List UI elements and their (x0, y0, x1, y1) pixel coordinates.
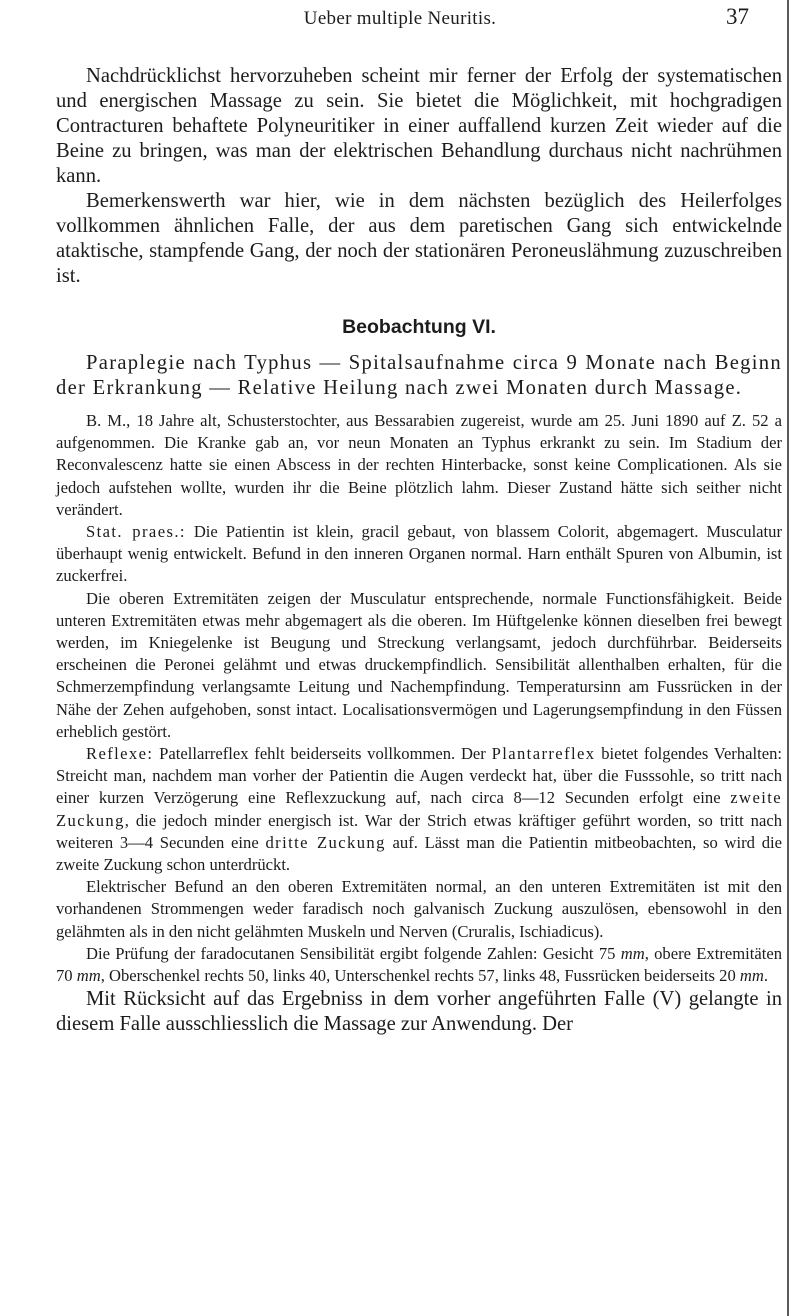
reflexes-text-3: , die jedoch minder energisch ist. War der Strich etwas kräftiger geführt worden, so tritt nach weiteren 3—4 Secunden eine (56, 810, 782, 852)
third-twitch-term: dritte Zuckung (265, 832, 386, 852)
sensibility-text-a: Die Prüfung der faradocutanen Sensibilität ergibt folgende Zahlen: Gesicht 75 (86, 943, 621, 963)
unit-mm-2: mm (76, 966, 101, 986)
page-edge (787, 0, 789, 1316)
reflexes-text-2: bietet folgendes Verhalten: Streicht man, nachdem man vorher der Patientin die Augen verdeckt hat, über die Fusssohle, so tritt nach einer kurzen Verzögerung eine Reflexzuckung auf, nach circa 8—12 Secunden erfolgt eine (56, 744, 782, 808)
case-report (56, 410, 782, 987)
reflexes-paragraph (56, 743, 782, 876)
reflexes-label: Reflexe: (86, 744, 154, 764)
intro-paragraph-1: Nachdrücklichst hervorzuheben scheint mir ferner der Erfolg der systematischen und energischen Massage zu sein. Sie bietet die Möglichkeit, mit hochgradigen Contracturen behaftete Polyneuritiker in einer auffallend kurzen Zeit wieder auf die Beine zu bringen, was man der elektrischen Behandlung durchaus nicht nachrühmen kann. (56, 65, 782, 187)
plantar-reflex-term: Plantarreflex (491, 744, 596, 764)
closing-paragraph: Mit Rücksicht auf das Ergebniss in dem vorher angeführten Falle (V) gelangte in diesem Falle ausschliesslich die Massage zur Anwendung. Der (56, 988, 782, 1036)
status-praesens-paragraph (56, 521, 782, 588)
reflexes-text-1: Patellarreflex fehlt beiderseits vollkommen. Der (153, 744, 492, 764)
electric-findings-paragraph: Elektrischer Befund an den oberen Extremitäten normal, an den unteren Extremitäten ist mit den vorhandenen Strommengen weder faradisch noch galvanisch Zuckung auszulösen, ebensowohl in den gelähmten als in den nicht gelähmten Muskeln und Nerven (Cruralis, Ischiadicus). (56, 877, 782, 941)
status-praesens-label: Stat. praes.: (86, 522, 186, 542)
reflexes-text-4: auf. Lässt man die Patientin mitbeobachten, so wird die zweite Zuckung schon unterdrückt. (56, 832, 782, 875)
case-history-paragraph: B. M., 18 Jahre alt, Schusterstochter, aus Bessarabien zugereist, wurde am 25. Juni 1890 auf Z. 52 a aufgenommen. Die Kranke gab an, vor neun Monaten an Typhus erkrankt zu sein. Im Stadium der Reconvalescenz hatte sie einen Abscess in der rechten Hinterbacke, sonst keine Complicationen. Als sie jedoch aufstehen wollte, wurden ihr die Beine plötzlich lahm. Dieser Zustand hätte sich seither nicht verändert. (56, 411, 782, 519)
unit-mm-3: mm (739, 966, 764, 986)
sensibility-paragraph (56, 943, 782, 987)
sensibility-text-c: , Oberschenkel rechts 50, links 40, Unterschenkel rechts 57, links 48, Fussrücken beiderseits 20 (100, 966, 740, 986)
observation-title: Paraplegie nach Typhus — Spitalsaufnahme circa 9 Monate nach Beginn der Erkrankung — Relative Heilung nach zwei Monaten durch Massage. (56, 352, 782, 399)
extremities-paragraph: Die oberen Extremitäten zeigen der Musculatur entsprechende, normale Functionsfähigkeit. Beide unteren Extremitäten etwas mehr abgemagert als die oberen. Im Hüftgelenke können dieselben frei bewegt werden, im Kniegelenke ist Beugung und Streckung verlangsamt, jedoch durchführbar. Beiderseits erscheinen die Peronei gelähmt und etwas druckempfindlich. Sensibilität allenthalben erhalten, für die Schmerzempfindung verlangsamte Leitung und Nachempfindung. Temperatursinn am Fussrücken in der Nähe der Zehen aufgehoben, sonst intact. Localisationsvermögen und Lagerungsempfindung in den Füssen erheblich gestört. (56, 588, 782, 741)
page-number: 37 (726, 4, 749, 29)
running-title: Ueber multiple Neuritis. (303, 8, 497, 29)
unit-mm-1: mm (620, 943, 645, 963)
status-praesens-text: Die Patientin ist klein, gracil gebaut, von blassem Colorit, abgemagert. Musculatur überhaupt wenig entwickelt. Befund in den inneren Organen normal. Harn enthält Spuren von Albumin, ist zuckerfrei. (56, 522, 782, 586)
second-twitch-term: zweite Zuckung (56, 788, 782, 830)
body-text (56, 64, 782, 1037)
intro-paragraph-2: Bemerkenswerth war hier, wie in dem nächsten bezüglich des Heilerfolges vollkommen ähnlichen Falle, der aus dem paretischen Gang sich entwickelnde ataktische, stampfende Gang, der noch der stationären Peroneuslähmung zuzuschreiben ist. (56, 190, 782, 287)
sensibility-text-b: , obere Extremitäten 70 (56, 943, 782, 986)
observation-heading: Beobachtung VI. (342, 316, 496, 338)
sensibility-text-d: . (763, 966, 769, 986)
